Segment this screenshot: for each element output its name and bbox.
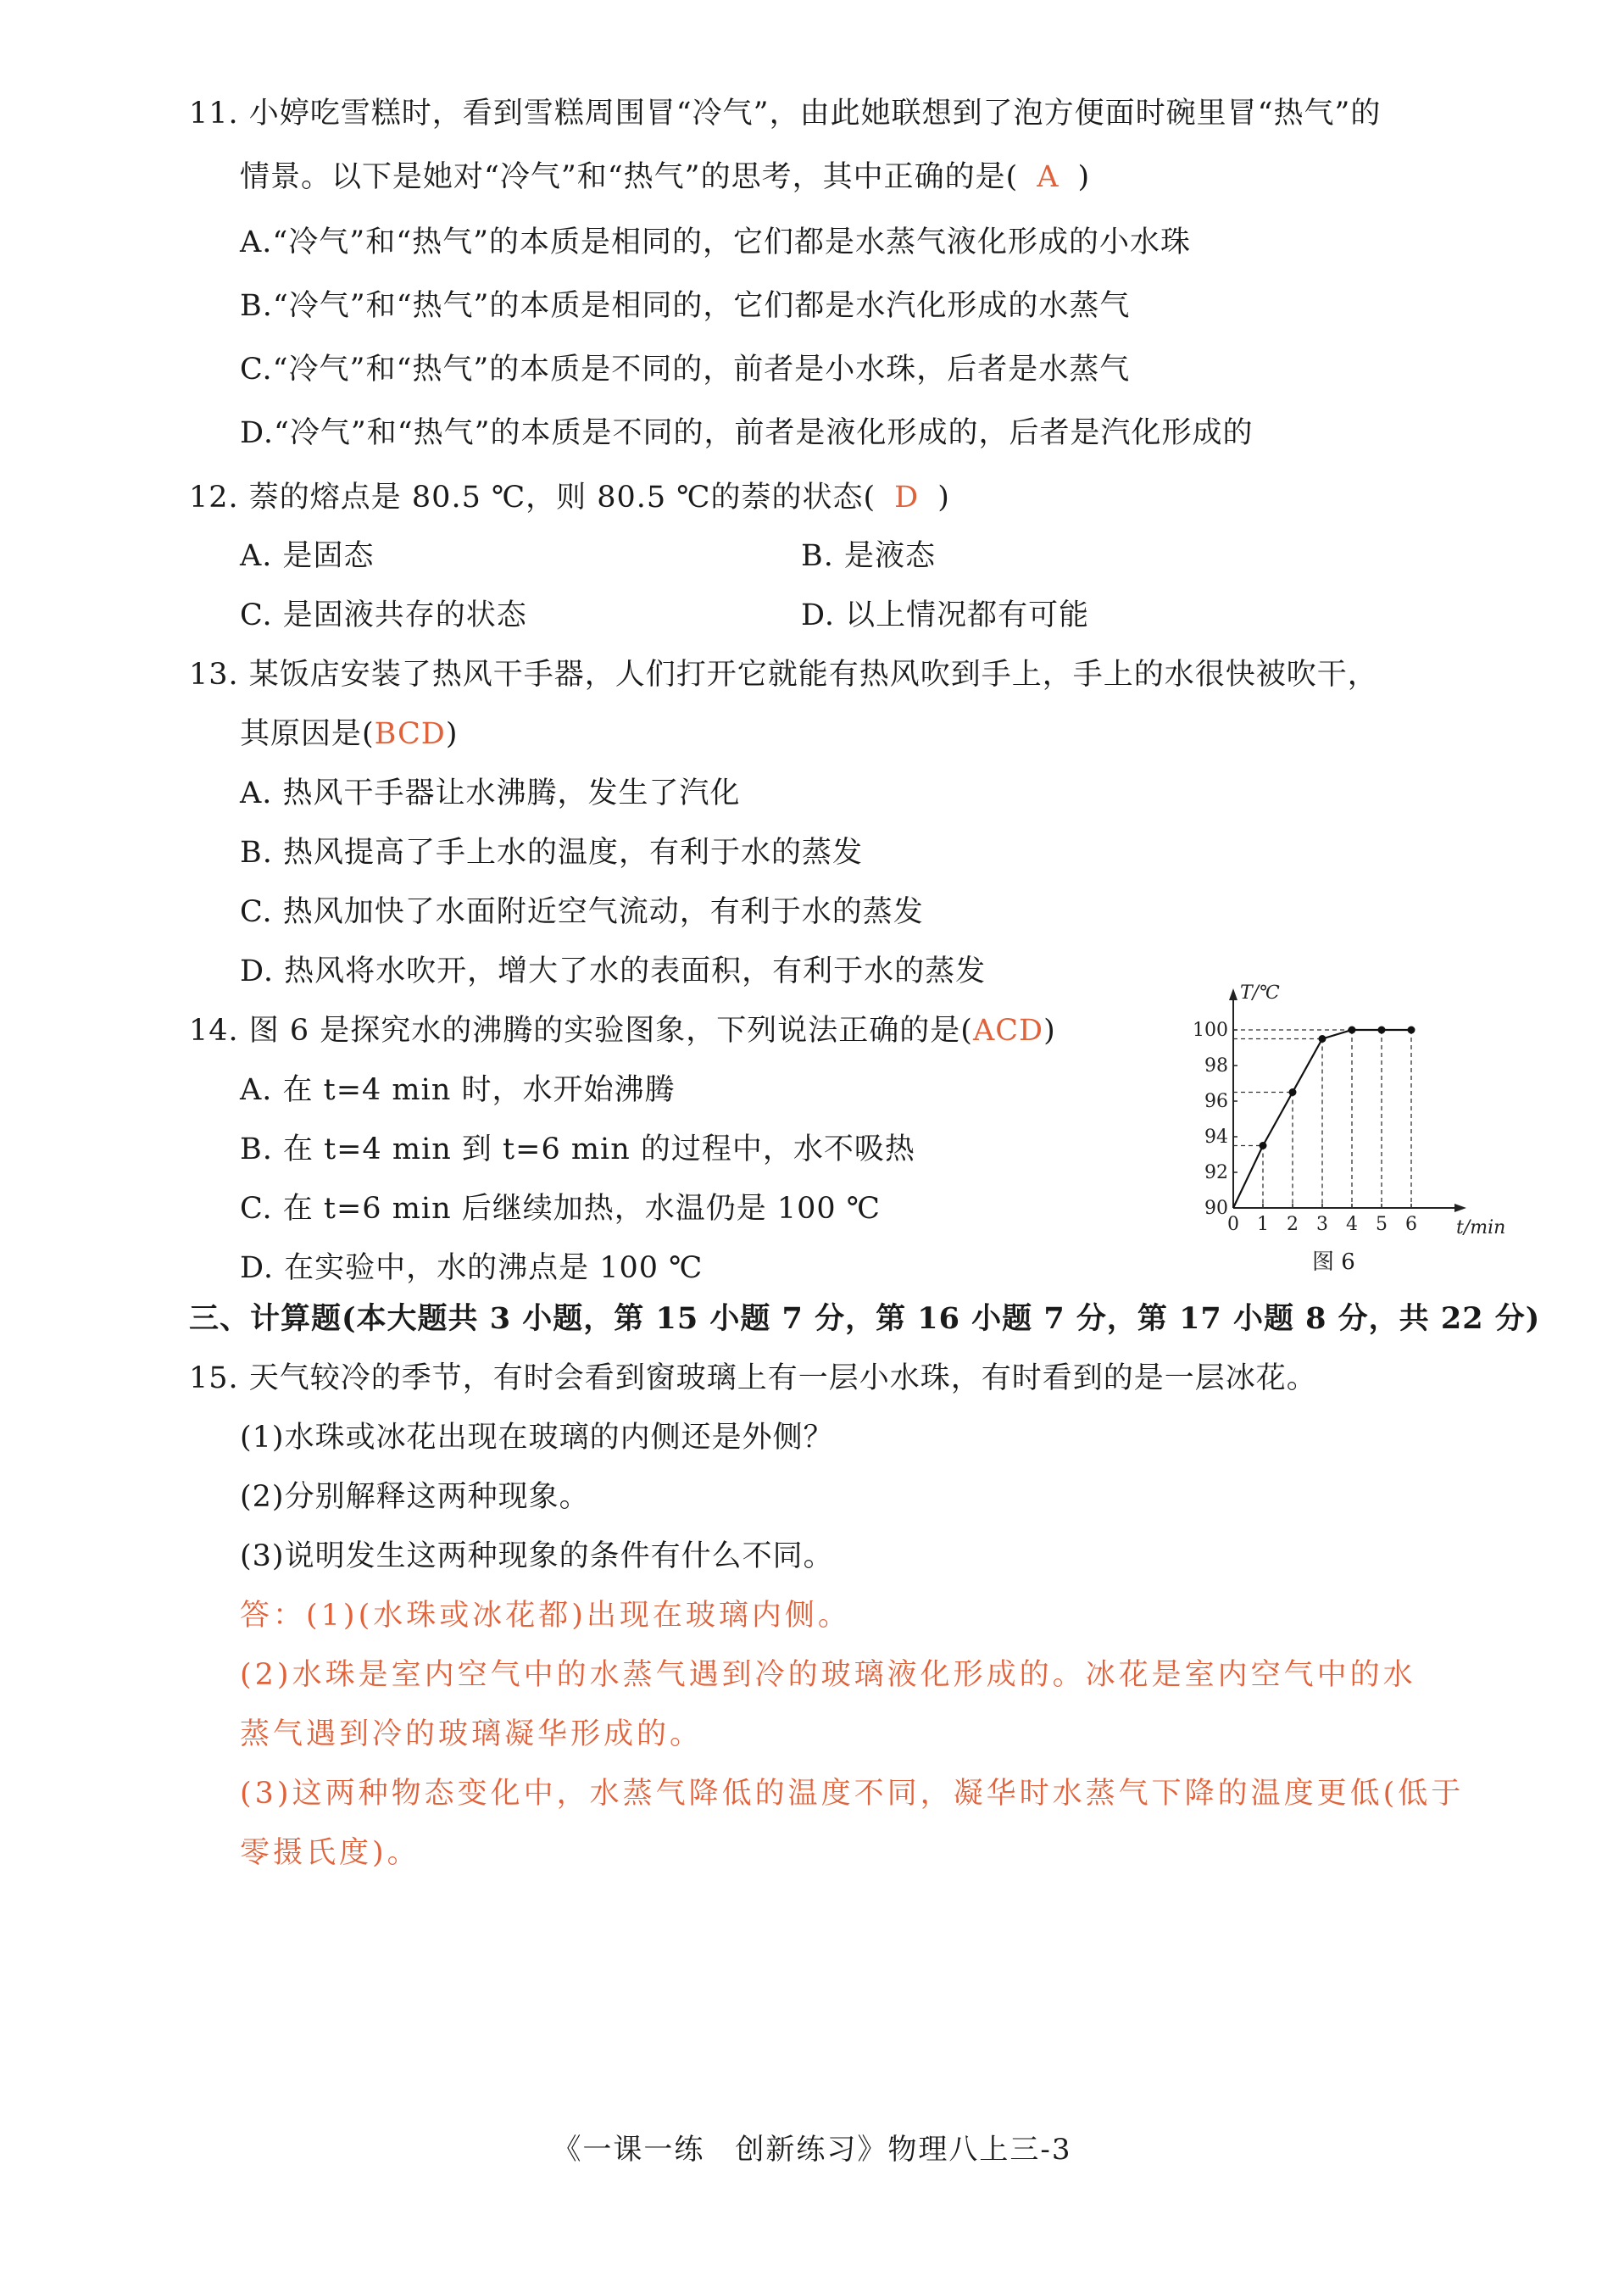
q15-part-1: (1)水珠或冰花出现在玻璃的内侧还是外侧？ (240, 1421, 834, 1455)
q12-stem-post: ) (937, 481, 950, 515)
q12-stem (189, 477, 950, 518)
q13-option-a: A. 热风干手器让水沸腾，发生了汽化 (240, 776, 741, 810)
x-tick-label: 4 (1346, 1214, 1358, 1235)
q11-stem-post: ) (1077, 160, 1091, 194)
q15-stem: 15. 天气较冷的季节，有时会看到窗玻璃上有一层小水珠，有时看到的是一层冰花。 (189, 1361, 1317, 1395)
data-point (1408, 1027, 1415, 1034)
q12-option-b: B. 是液态 (801, 539, 936, 573)
x-tick-label: 6 (1405, 1214, 1417, 1235)
y-axis-label: T/℃ (1240, 982, 1280, 1004)
q11-answer: A (1037, 160, 1059, 194)
x-axis-arrow (1454, 1204, 1466, 1212)
x-axis-label: t/min (1456, 1217, 1506, 1238)
q13-stem-line2 (240, 714, 459, 754)
q13-option-c: C. 热风加快了水面附近空气流动，有利于水的蒸发 (240, 895, 924, 929)
figure-6-caption: 图 6 (1312, 1249, 1355, 1275)
q14-stem (189, 1010, 1056, 1051)
y-tick-label: 94 (1204, 1127, 1228, 1148)
x-tick-label: 2 (1287, 1214, 1299, 1235)
q11-stem-line2 (240, 157, 1090, 198)
q15-answer-line-1: 答：(1)(水珠或冰花都)出现在玻璃内侧。 (240, 1599, 851, 1633)
q11-option-a: A.“冷气”和“热气”的本质是相同的，它们都是水蒸气液化形成的小水珠 (240, 225, 1191, 259)
data-point (1319, 1035, 1326, 1043)
q14-answer: ACD (972, 1014, 1044, 1048)
data-point (1378, 1027, 1386, 1034)
q13-answer: BCD (374, 717, 446, 751)
q15-part-3: (3)说明发生这两种现象的条件有什么不同。 (240, 1539, 834, 1573)
q11-option-b: B.“冷气”和“热气”的本质是相同的，它们都是水汽化形成的水蒸气 (240, 289, 1131, 323)
q14-option-a: A. 在 t=4 min 时，水开始沸腾 (240, 1073, 676, 1107)
figure-6-chart (1165, 979, 1506, 1284)
q14-stem-pre: 14. 图 6 是探究水的沸腾的实验图象，下列说法正确的是( (189, 1014, 973, 1048)
q15-part-2: (2)分别解释这两种现象。 (240, 1480, 590, 1514)
section-3-heading: 三、计算题(本大题共 3 小题，第 15 小题 7 分，第 16 小题 7 分，第 17 小题 8 分，共 22 分) (189, 1301, 1541, 1336)
q11-stem-line1: 11. 小婷吃雪糕时，看到雪糕周围冒“冷气”，由此她联想到了泡方便面时碗里冒“热气”的 (189, 97, 1382, 131)
y-tick-label: 92 (1204, 1162, 1228, 1183)
y-tick-label: 98 (1204, 1055, 1228, 1077)
q14-option-b: B. 在 t=4 min 到 t=6 min 的过程中，水不吸热 (240, 1132, 915, 1166)
page-footer: 《一课一练 创新练习》物理八上三-3 (552, 2133, 1072, 2167)
q13-option-d: D. 热风将水吹开，增大了水的表面积，有利于水的蒸发 (240, 954, 987, 988)
x-tick-label: 5 (1376, 1214, 1388, 1235)
q13-stem-pre: 其原因是( (240, 717, 375, 751)
y-tick-label: 96 (1204, 1091, 1228, 1112)
q12-option-c: C. 是固液共存的状态 (240, 598, 527, 632)
q11-option-d: D.“冷气”和“热气”的本质是不同的，前者是液化形成的，后者是汽化形成的 (240, 416, 1254, 450)
y-axis-arrow (1229, 988, 1237, 1000)
q14-option-c: C. 在 t=6 min 后继续加热，水温仍是 100 ℃ (240, 1192, 881, 1226)
q15-answer-line-4: (3)这两种物态变化中，水蒸气降低的温度不同，凝华时水蒸气下降的温度更低(低于 (240, 1777, 1465, 1811)
data-point (1289, 1088, 1297, 1096)
data-point (1349, 1027, 1356, 1034)
q12-answer: D (894, 481, 920, 515)
y-tick-label: 90 (1204, 1198, 1228, 1219)
data-point (1260, 1142, 1267, 1149)
q14-option-d: D. 在实验中，水的沸点是 100 ℃ (240, 1251, 704, 1285)
q13-stem-line1: 13. 某饭店安装了热风干手器，人们打开它就能有热风吹到手上，手上的水很快被吹干， (189, 658, 1378, 692)
q11-stem-pre: 情景。以下是她对“冷气”和“热气”的思考，其中正确的是( (240, 160, 1019, 194)
q12-option-d: D. 以上情况都有可能 (801, 598, 1090, 632)
q13-stem-post: ) (445, 717, 459, 751)
q11-option-c: C.“冷气”和“热气”的本质是不同的，前者是小水珠，后者是水蒸气 (240, 353, 1131, 387)
q15-answer-line-5: 零摄氏度)。 (240, 1836, 420, 1870)
x-tick-label: 3 (1316, 1214, 1328, 1235)
x-tick-label: 1 (1257, 1214, 1269, 1235)
q13-option-b: B. 热风提高了手上水的温度，有利于水的蒸发 (240, 836, 863, 870)
y-tick-label: 100 (1193, 1020, 1228, 1041)
q15-answer-line-3: 蒸气遇到冷的玻璃凝华形成的。 (240, 1717, 704, 1751)
q12-option-a: A. 是固态 (240, 539, 375, 573)
x-tick-label: 0 (1227, 1214, 1239, 1235)
q12-stem-pre: 12. 萘的熔点是 80.5 ℃，则 80.5 ℃的萘的状态( (189, 481, 876, 515)
q14-stem-post: ) (1043, 1014, 1056, 1048)
q15-answer-line-2: (2)水珠是室内空气中的水蒸气遇到冷的玻璃液化形成的。冰花是室内空气中的水 (240, 1658, 1416, 1692)
